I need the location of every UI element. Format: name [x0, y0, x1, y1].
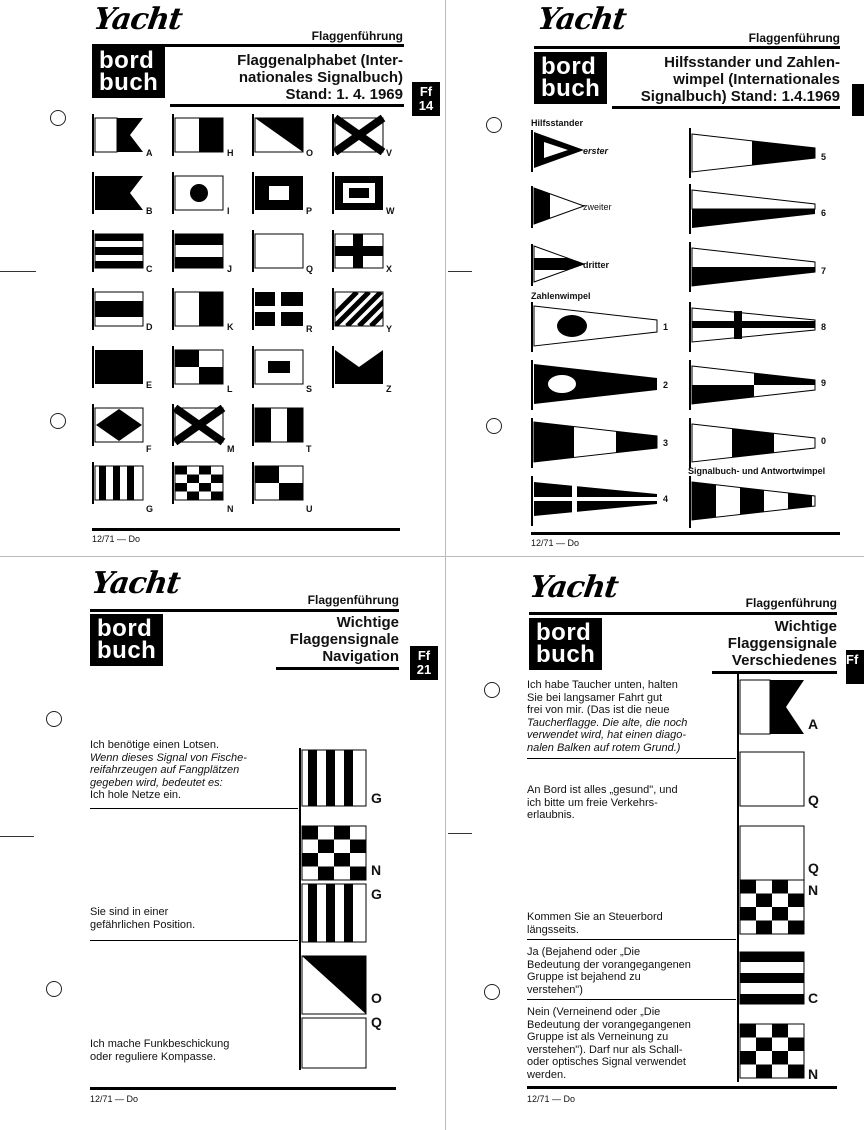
misc-text-4: Ja (Bejahend oder „Die Bedeutung der vorangegangenen Gruppe ist bejahend zu verstehen"): [527, 946, 691, 996]
punch-hole: [484, 984, 500, 1000]
punch-hole: [46, 981, 62, 997]
flag-T: [253, 404, 303, 446]
flag-U: [253, 462, 303, 504]
pennant-6: [690, 184, 815, 234]
letter-O: O: [306, 148, 314, 158]
misc-flag-Q2: [740, 826, 804, 880]
header-rule-bottom: [276, 667, 399, 670]
letter-H: H: [227, 148, 234, 158]
flag-Z: [333, 346, 383, 388]
misc-letter-A: A: [808, 716, 819, 732]
yacht-logo: Yacht: [89, 566, 182, 601]
bordbuch-logo: bord buch: [534, 52, 607, 104]
section-label: Flaggenführung: [311, 29, 403, 43]
title-line-2: Flaggensignale: [289, 631, 399, 648]
flag-L: [173, 346, 223, 388]
flag-G: [93, 462, 143, 504]
misc-letter-Q: Q: [808, 792, 819, 808]
signal-rule: [90, 940, 298, 941]
letter-X: X: [386, 264, 393, 274]
pennant-0: [690, 418, 815, 468]
letter-L: L: [227, 384, 233, 394]
nav-letter-G: G: [371, 790, 382, 806]
signal-rule: [527, 758, 736, 759]
title-line-3: Verschiedenes: [731, 652, 837, 669]
footer-code: 12/71 — Do: [90, 1094, 139, 1104]
punch-hole: [486, 418, 502, 434]
bordbuch-logo: bord buch: [529, 618, 602, 670]
flag-V: [333, 114, 383, 156]
nav-letter-O: O: [371, 990, 382, 1006]
num-8: 8: [821, 322, 827, 332]
flag-Q: [253, 230, 303, 272]
yacht-logo: Yacht: [527, 570, 620, 605]
misc-letter-C: C: [808, 990, 819, 1006]
nav-letter-G2: G: [371, 886, 382, 902]
misc-text-1: Ich habe Taucher unten, halten Sie bei langsamer Fahrt gut frei von mir. (Das ist die neue Taucherflagge. Die alte, die noch verwendet wird, hat einen diago- nalen Balken auf rotem Grund.): [527, 679, 688, 754]
flag-F: [93, 404, 143, 446]
misc-text-2: An Bord ist alles „gesund", und ich bitte um freie Verkehrs- erlaubnis.: [527, 784, 678, 821]
pennant-9: [690, 360, 815, 410]
letter-I: I: [227, 206, 230, 216]
ff-badge: Ff 14: [412, 82, 440, 116]
flag-A: [93, 114, 143, 156]
letter-N: N: [227, 504, 234, 514]
letter-G: G: [146, 504, 154, 514]
misc-flags: [736, 674, 819, 1094]
logo-bord: bord: [99, 47, 155, 74]
nav-flag-Q: [302, 1018, 366, 1068]
footer-rule: [531, 532, 840, 535]
edge-mark: [448, 271, 472, 272]
num-7: 7: [821, 266, 827, 276]
footer-rule: [90, 1087, 396, 1090]
header-rule: [529, 612, 837, 615]
bordbuch-logo: [92, 46, 165, 98]
answer-pennant: [690, 476, 815, 528]
title-line-2: Flaggensignale: [727, 635, 837, 652]
footer-code: 12/71 — Do: [531, 538, 580, 548]
signal-text-3: Ich mache Funkbeschickung oder reguliere Kompasse.: [90, 1038, 230, 1063]
pennant-grid: [528, 120, 848, 540]
nav-flag-G: [302, 750, 366, 806]
dritter-label: dritter: [583, 260, 610, 270]
yacht-logo: Yacht: [91, 2, 184, 37]
nav-flag-O: [302, 956, 366, 1014]
pennant-4: [532, 476, 657, 526]
zweiter-label: zweiter: [583, 202, 612, 212]
horizontal-divider: [0, 556, 864, 557]
misc-flag-N: [740, 880, 804, 934]
signal-text-2: Sie sind in einer gefährlichen Position.: [90, 906, 196, 931]
title-line-1: Flaggenalphabet (Inter-: [237, 52, 403, 69]
footer-code: 12/71 — Do: [92, 534, 141, 544]
misc-letter-Q2: Q: [808, 860, 819, 876]
nav-flag-N: [302, 826, 366, 880]
flag-E: [93, 346, 143, 388]
title-line-2: nationales Signalbuch): [238, 69, 403, 86]
flag-O: [253, 114, 303, 156]
num-5: 5: [821, 152, 827, 162]
letter-R: R: [306, 324, 313, 334]
header-rule-bottom: [612, 106, 840, 109]
punch-hole: [484, 682, 500, 698]
ff-badge-partial: [852, 84, 864, 116]
misc-text-5: Nein (Verneinend oder „Die Bedeutung der vorangegangenen Gruppe ist als Verneinung zu verstehen"). Darf nur als Schall- oder optisches Signal verwendet werden.: [527, 1006, 691, 1081]
punch-hole: [50, 110, 66, 126]
flag-P: [253, 172, 303, 214]
flag-K: [173, 288, 223, 330]
erster-label: erster: [583, 146, 609, 156]
letter-K: K: [227, 322, 234, 332]
title-line-1: Wichtige: [774, 618, 837, 635]
misc-flag-Q: [740, 752, 804, 806]
flag-M: [173, 404, 223, 446]
vertical-divider: [445, 0, 446, 1130]
signal-rule: [527, 999, 736, 1000]
letter-P: P: [306, 206, 313, 216]
flag-Y: [323, 288, 405, 330]
pennant-1: [532, 302, 657, 352]
letter-W: W: [386, 206, 395, 216]
letter-J: J: [227, 264, 233, 274]
navigation-flags: [298, 748, 378, 1108]
bordbuch-logo: bord buch: [90, 614, 163, 666]
antwortwimpel-label: Signalbuch- und Antwortwimpel: [688, 466, 826, 476]
letter-Z: Z: [386, 384, 392, 394]
num-0: 0: [821, 436, 827, 446]
nav-letter-Q: Q: [371, 1014, 382, 1030]
letter-D: D: [146, 322, 153, 332]
header-rule: [90, 609, 399, 612]
logo-buch: buch: [99, 69, 159, 96]
flag-J: [173, 230, 223, 272]
letter-F: F: [146, 444, 152, 454]
section-label: Flaggenführung: [748, 31, 840, 45]
footer-rule: [92, 528, 400, 531]
flag-X: [333, 230, 383, 272]
letter-E: E: [146, 380, 153, 390]
header-rule: [92, 44, 404, 47]
section-label: Flaggenführung: [307, 593, 399, 607]
pennant-3: [532, 418, 657, 468]
misc-letter-N2: N: [808, 1066, 819, 1082]
nav-letter-N: N: [371, 862, 382, 878]
num-9: 9: [821, 378, 827, 388]
flag-B: [93, 172, 143, 214]
signal-rule: [527, 939, 736, 940]
flag-N: [173, 462, 223, 504]
letter-Q: Q: [306, 264, 314, 274]
num-1: 1: [663, 322, 669, 332]
yacht-logo: Yacht: [535, 2, 628, 37]
flag-alphabet-grid: [90, 112, 393, 532]
header-rule-bottom: [170, 104, 404, 107]
edge-mark: [448, 833, 472, 834]
misc-letter-N: N: [808, 882, 819, 898]
flag-H: [173, 114, 223, 156]
footer-code: 12/71 — Do: [527, 1094, 576, 1104]
letter-U: U: [306, 504, 313, 514]
flag-D: [93, 288, 143, 330]
flag-W: [333, 172, 383, 214]
ff-badge: Ff 21: [410, 646, 438, 680]
letter-M: M: [227, 444, 235, 454]
flag-C: [93, 230, 143, 272]
pennant-2: [532, 360, 657, 410]
pennant-7: [690, 242, 815, 292]
pennant-8: [690, 302, 815, 352]
letter-A: A: [146, 148, 153, 158]
misc-flag-N2: [740, 1024, 804, 1078]
substitute-2: [532, 186, 584, 228]
flag-R: [253, 288, 303, 330]
title-line-1: Hilfsstander und Zahlen-: [664, 54, 840, 71]
substitute-1: [532, 130, 584, 172]
title-line-1: Wichtige: [336, 614, 399, 631]
letter-C: C: [146, 264, 153, 274]
punch-hole: [486, 117, 502, 133]
punch-hole: [46, 711, 62, 727]
letter-Y: Y: [386, 324, 393, 334]
misc-flag-C: [740, 952, 804, 1004]
letter-S: S: [306, 384, 313, 394]
signal-text-1: Ich benötige einen Lotsen. Wenn dieses Signal von Fische- reifahrzeugen auf Fangplätzen gegeben wird, bedeutet es: Ich hole Netze ein.: [90, 739, 247, 801]
letter-T: T: [306, 444, 312, 454]
signal-rule: [90, 808, 298, 809]
flag-I: [173, 172, 223, 214]
misc-flag-A: [740, 680, 804, 734]
nav-flag-G2: [302, 884, 366, 942]
letter-B: B: [146, 206, 153, 216]
zahlenwimpel-label: Zahlenwimpel: [531, 291, 591, 301]
hilfsstander-label: Hilfsstander: [531, 118, 584, 128]
title-line-3: Signalbuch) Stand: 1.4.1969: [640, 88, 840, 105]
title-line-3: Navigation: [322, 648, 399, 665]
title-line-3: Stand: 1. 4. 1969: [285, 86, 403, 103]
letter-V: V: [386, 148, 393, 158]
edge-mark: [0, 271, 36, 272]
num-3: 3: [663, 438, 669, 448]
edge-mark: [0, 836, 34, 837]
misc-text-3: Kommen Sie an Steuerbord längsseits.: [527, 911, 663, 936]
substitute-3: [532, 244, 584, 286]
header-rule: [534, 46, 840, 49]
footer-rule: [527, 1086, 837, 1089]
ff-badge-partial: Ff: [846, 650, 864, 684]
num-4: 4: [663, 494, 669, 504]
num-2: 2: [663, 380, 669, 390]
flag-S: [253, 346, 303, 388]
punch-hole: [50, 413, 66, 429]
title-line-2: wimpel (Internationales: [673, 71, 840, 88]
section-label: Flaggenführung: [745, 596, 837, 610]
num-6: 6: [821, 208, 827, 218]
pennant-5: [690, 128, 815, 178]
